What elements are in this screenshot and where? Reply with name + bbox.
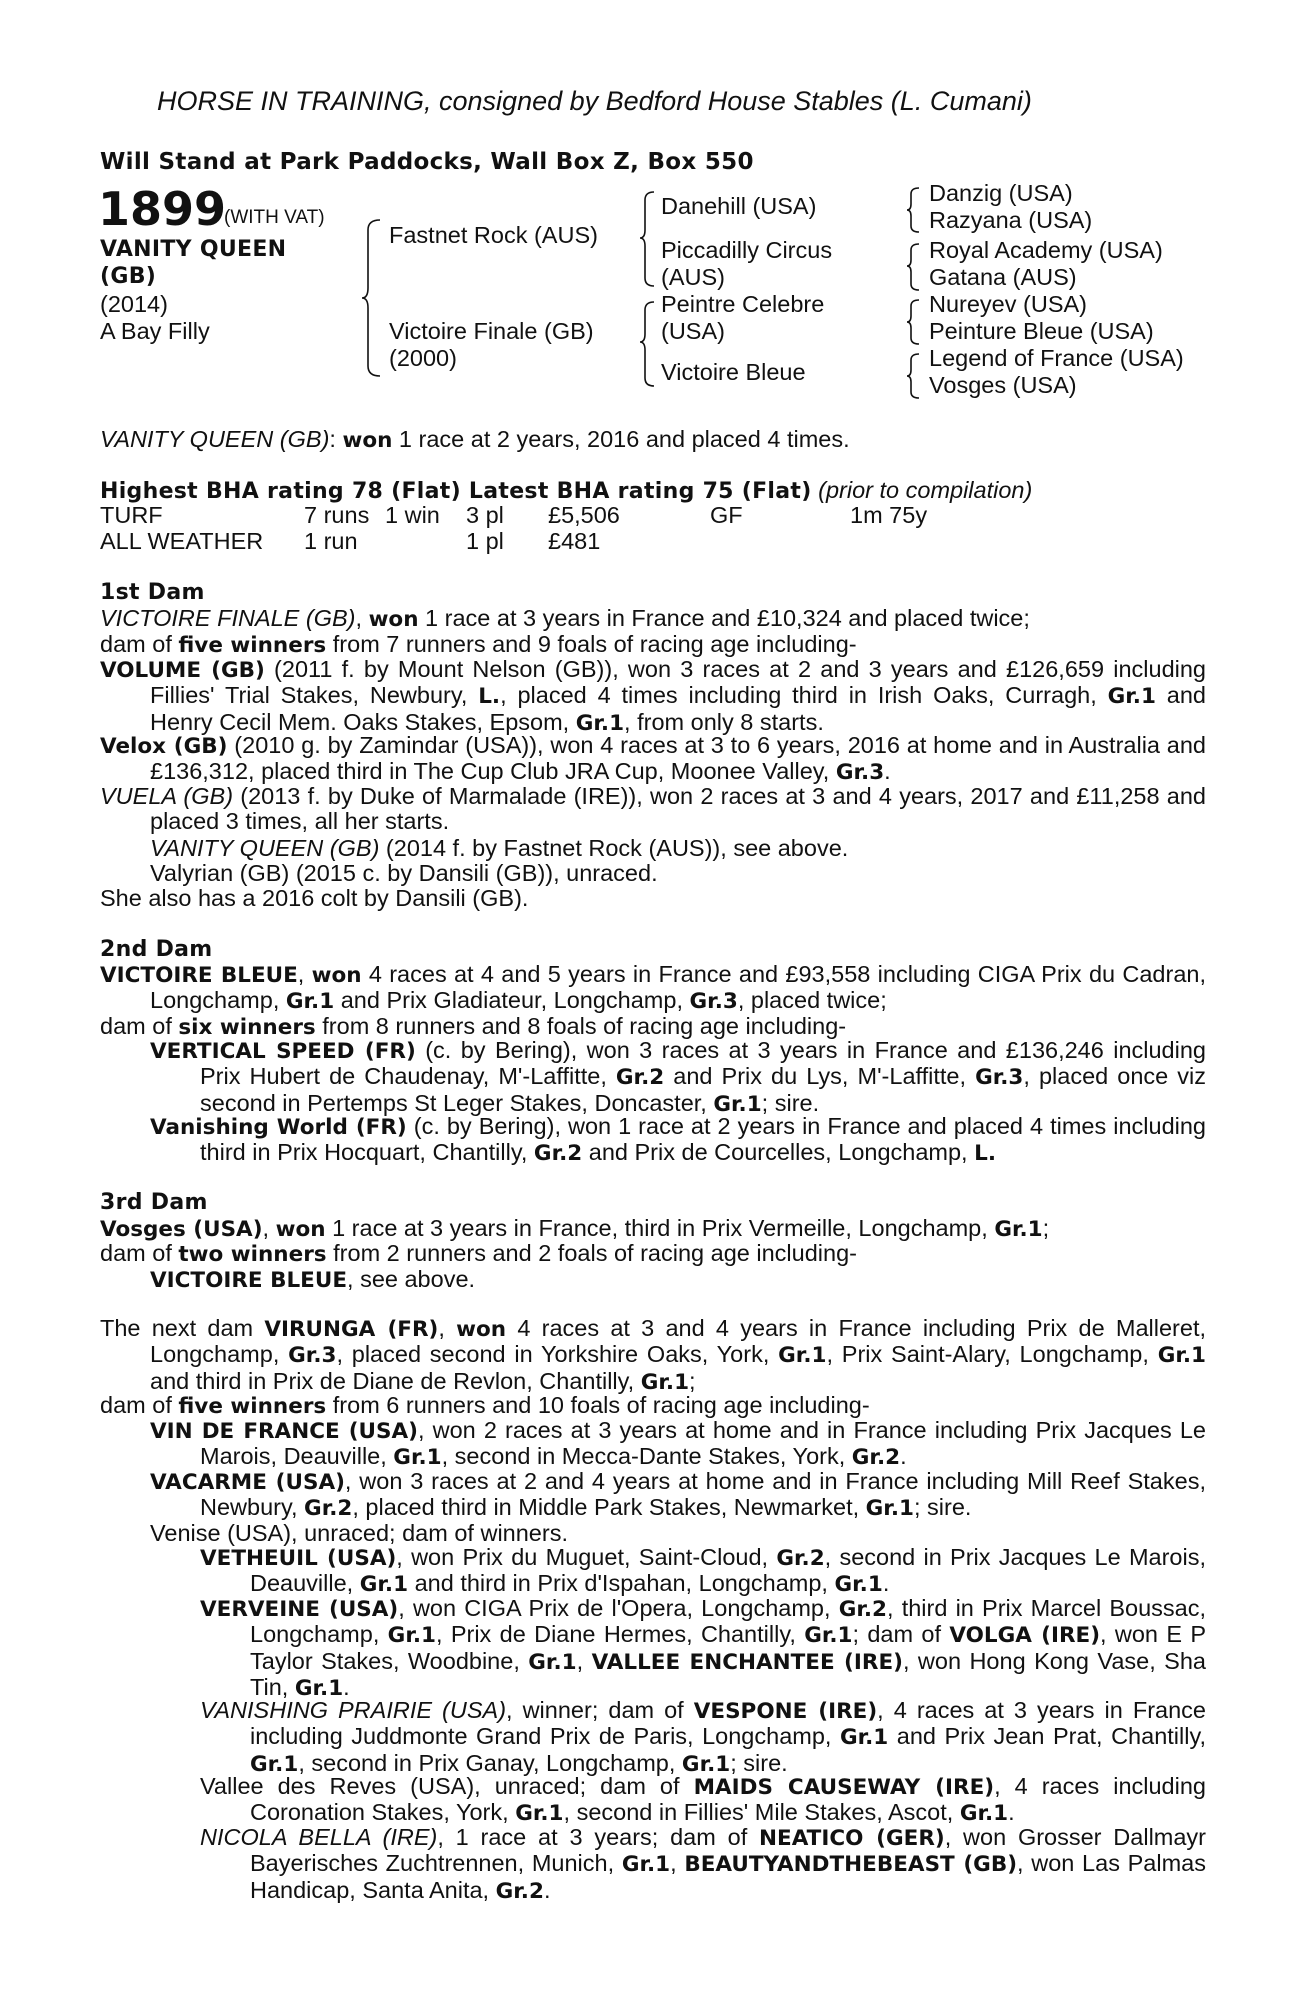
pedigree-brace-main	[362, 218, 382, 378]
pedigree-ddd: Vosges (USA)	[929, 372, 1077, 398]
pedigree-sds: Royal Academy (USA)	[929, 237, 1163, 263]
next-dam-vacarme: VACARME (USA), won 3 races at 2 and 4 years at home and in France including Mill Reef Stakes, Newbury, Gr.2, placed third in Middle Park Stakes, Newmarket, Gr.1; sire.	[150, 1468, 1206, 1522]
first-dam-heading: 1st Dam	[100, 580, 205, 605]
first-dam-line: VICTOIRE FINALE (GB), won 1 race at 3 years in France and £10,324 and placed twice;	[100, 605, 1030, 632]
pedigree-brace-dam	[640, 300, 656, 390]
pedigree-sss: Danzig (USA)	[929, 180, 1073, 206]
next-dam-produce: dam of five winners from 6 runners and 10 foals of racing age including-	[100, 1392, 870, 1419]
first-dam-produce: dam of five winners from 7 runners and 9 foals of racing age including-	[100, 631, 857, 658]
second-dam-produce: dam of six winners from 8 runners and 8 foals of racing age including-	[100, 1013, 847, 1040]
pedigree-brace-ss	[907, 186, 921, 236]
next-dam-venise: Venise (USA), unraced; dam of winners.	[150, 1520, 568, 1546]
horse-year: (2014)	[100, 291, 168, 317]
page-title: HORSE IN TRAINING, consigned by Bedford House Stables (L. Cumani)	[157, 86, 1032, 116]
second-dam-line: VICTOIRE BLEUE, won 4 races at 4 and 5 years in France and £93,558 including CIGA Prix du Cadran, Longchamp, Gr.1 and Prix Gladiateur, Longchamp, Gr.3, placed twice;	[100, 961, 1206, 1015]
pedigree-dam-sire-2: (USA)	[661, 318, 725, 344]
pedigree-brace-sd	[907, 242, 921, 294]
pedigree-sire-dam-2: (AUS)	[661, 264, 725, 290]
horse-country: (GB)	[100, 264, 157, 289]
catalogue-page: HORSE IN TRAINING, consigned by Bedford House Stables (L. Cumani) Will Stand at Park Paddocks, Wall Box Z, Box 550 1899 (WITH VAT) VANITY QUEEN (GB) (2014) A Bay Filly Fastnet Rock (AUS) Victoire Finale (GB) (2000) Danehill (USA) Piccadilly Circus (AUS) Peintre Celebre (USA) Victoire Bleue Danzig (USA) Razyana (USA) Royal Academy (USA) Gatana (AUS) Nureyev (USA) Peinture Bleue (USA) Legend of France (USA) Vosges (USA) VANITY QUEEN (GB): won 1 race at 2 years, 2016 and placed 4 times. Highest BHA rating 78 (Flat) Latest BHA rating 75 (Flat) (prior to compilation) TURF 7 runs 1 win 3 pl £5,506 GF 1m 75y ALL WEATHER 1 run 1 pl £481 1st Dam VICTOIRE FINALE (GB), won 1 race at 3 years in France and £10,324 and placed twice; dam of five winners from 7 runners and 9 foals of racing age including- VOLUME (GB) (2011 f. by Mount Nelson (GB)), won 3 races at 2 and 3 years and £126,659 including Fillies' Trial Stakes, Newbury, L., placed 4 times including third in Irish Oaks, Curragh, Gr.1 and Henry Cecil Mem. Oaks Stakes, Epsom, Gr.1, from only 8 starts. Velox (GB) (2010 g. by Zamindar (USA)), won 4 races at 3 to 6 years, 2016 at home and in Australia and £136,312, placed third in The Cup Club JRA Cup, Moonee Valley, Gr.3. VUELA (GB) (2013 f. by Duke of Marmalade (IRE)), won 2 races at 3 and 4 years, 2017 and £11,258 and placed 3 times, all her starts. VANITY QUEEN (GB) (2014 f. by Fastnet Rock (AUS)), see above. Valyrian (GB) (2015 c. by Dansili (GB)), unraced. She also has a 2016 colt by Dansili (GB). 2nd Dam VICTOIRE BLEUE, won 4 races at 4 and 5 years in France and £93,558 including CIGA Prix du Cadran, Longchamp, Gr.1 and Prix Gladiateur, Longchamp, Gr.3, placed twice; dam of six winners from 8 runners and 8 foals of racing age including- VERTICAL SPEED (FR) (c. by Bering), won 3 races at 3 years in France and £136,246 including Prix Hubert de Chaudenay, M'-Laffitte, Gr.2 and Prix du Lys, M'-Laffitte, Gr.3, placed once viz second in Pertemps St Leger Stakes, Doncaster, Gr.1; sire. Vanishing World (FR) (c. by Bering), won 1 race at 2 years in France and placed 4 times including third in Prix Hocquart, Chantilly, Gr.2 and Prix de Courcelles, Longchamp, L. 3rd Dam Vosges (USA), won 1 race at 3 years in France, third in Prix Vermeille, Longchamp, Gr.1; dam of two winners from 2 runners and 2 foals of racing age including- VICTOIRE BLEUE, see above. The next dam VIRUNGA (FR), won 4 races at 3 and 4 years in France including Prix de Malleret, Longchamp, Gr.3, placed second in Yorkshire Oaks, York, Gr.1, Prix Saint-Alary, Longchamp, Gr.1 and third in Prix de Diane de Revlon, Chantilly, Gr.1; dam of five winners from 6 runners and 10 foals of racing age including- VIN DE FRANCE (USA), won 2 races at 3 years at home and in France including Prix Jacques Le Marois, Deauville, Gr.1, second in Mecca-Dante Stakes, York, Gr.2. VACARME (USA), won 3 races at 2 and 4 years at home and in France including Mill Reef Stakes, Newbury, Gr.2, placed third in Middle Park Stakes, Newmarket, Gr.1; sire. Venise (USA), unraced; dam of winners. VETHEUIL (USA), won Prix du Muguet, Saint-Cloud, Gr.2, second in Prix Jacques Le Marois, Deauville, Gr.1 and third in Prix d'Ispahan, Longchamp, Gr.1. VERVEINE (USA), won CIGA Prix de l'Opera, Longchamp, Gr.2, third in Prix Marcel Boussac, Longchamp, Gr.1, Prix de Diane Hermes, Chantilly, Gr.1; dam of VOLGA (IRE), won E P Taylor Stakes, Woodbine, Gr.1, VALLEE ENCHANTEE (IRE), won Hong Kong Vase, Sha Tin, Gr.1. VANISHING PRAIRIE (USA), winner; dam of VESPONE (IRE), 4 races at 3 years in France including Juddmonte Grand Prix de Paris, Longchamp, Gr.1 and Prix Jean Prat, Chantilly, Gr.1, second in Prix Ganay, Longchamp, Gr.1; sire. Vallee des Reves (USA), unraced; dam of MAIDS CAUSEWAY (IRE), 4 races including Coronation Stakes, York, Gr.1, second in Fillies' Mile Stakes, Ascot, Gr.1. NICOLA BELLA (IRE), 1 race at 3 years; dam of NEATICO (GER), won Grosser Dallmayr Bayerisches Zuchtrennen, Munich, Gr.1, BEAUTYANDTHEBEAST (GB), won Las Palmas Handicap, Santa Anita, Gr.2.	[98, 86, 1207, 1904]
horse-description: A Bay Filly	[100, 318, 210, 344]
third-dam-produce: dam of two winners from 2 runners and 2 foals of racing age including-	[100, 1240, 857, 1267]
next-dam-verveine: VERVEINE (USA), won CIGA Prix de l'Opera, Longchamp, Gr.2, third in Prix Marcel Boussac, Longchamp, Gr.1, Prix de Diane Hermes, Chantilly, Gr.1; dam of VOLGA (IRE), won E P Taylor Stakes, Woodbine, Gr.1, VALLEE ENCHANTEE (IRE), won Hong Kong Vase, Sha Tin, Gr.1.	[200, 1595, 1206, 1702]
race-summary: VANITY QUEEN (GB): won 1 race at 2 years, 2016 and placed 4 times.	[100, 426, 850, 453]
pedigree-dam-dam: Victoire Bleue	[661, 359, 806, 385]
next-dam-line: The next dam VIRUNGA (FR), won 4 races at 3 and 4 years in France including Prix de Malleret, Longchamp, Gr.3, placed second in Yorkshire Oaks, York, Gr.1, Prix Saint-Alary, Longchamp, Gr.1 and third in Prix de Diane de Revlon, Chantilly, Gr.1;	[100, 1315, 1207, 1395]
lot-number: 1899	[98, 182, 227, 236]
bha-ratings: Highest BHA rating 78 (Flat) Latest BHA rating 75 (Flat) (prior to compilation)	[100, 477, 1033, 504]
third-dam-heading: 3rd Dam	[100, 1190, 208, 1215]
first-dam-vuela: VUELA (GB) (2013 f. by Duke of Marmalade (IRE)), won 2 races at 3 and 4 years, 2017 and £11,258 and placed 3 times, all her starts.	[100, 783, 1207, 835]
pedigree-ssd: Razyana (USA)	[929, 207, 1093, 233]
first-dam-volume: VOLUME (GB) (2011 f. by Mount Nelson (GB)), won 3 races at 2 and 3 years and £126,659 including Fillies' Trial Stakes, Newbury, L., placed 4 times including third in Irish Oaks, Curragh, Gr.1 and Henry Cecil Mem. Oaks Stakes, Epsom, Gr.1, from only 8 starts.	[100, 656, 1206, 736]
next-dam-vin-de-france: VIN DE FRANCE (USA), won 2 races at 3 years at home and in France including Prix Jacques Le Marois, Deauville, Gr.1, second in Mecca-Dante Stakes, York, Gr.2.	[150, 1417, 1206, 1471]
next-dam-vallee-des-reves: Vallee des Reves (USA), unraced; dam of MAIDS CAUSEWAY (IRE), 4 races including Coronation Stakes, York, Gr.1, second in Fillies' Mile Stakes, Ascot, Gr.1.	[200, 1773, 1206, 1827]
next-dam-nicola-bella: NICOLA BELLA (IRE), 1 race at 3 years; dam of NEATICO (GER), won Grosser Dallmayr Bayerisches Zuchtrennen, Munich, Gr.1, BEAUTYANDTHEBEAST (GB), won Las Palmas Handicap, Santa Anita, Gr.2.	[200, 1824, 1207, 1904]
pedigree-dsd: Peinture Bleue (USA)	[929, 318, 1154, 344]
pedigree-dss: Nureyev (USA)	[929, 291, 1088, 317]
third-dam-victoire-bleue: VICTOIRE BLEUE, see above.	[150, 1266, 476, 1293]
pedigree-sire: Fastnet Rock (AUS)	[389, 222, 598, 248]
vat-note: (WITH VAT)	[224, 207, 325, 228]
pedigree-brace-dd	[907, 352, 921, 402]
next-dam-vanishing-prairie: VANISHING PRAIRIE (USA), winner; dam of VESPONE (IRE), 4 races at 3 years in France including Juddmonte Grand Prix de Paris, Longchamp, Gr.1 and Prix Jean Prat, Chantilly, Gr.1, second in Prix Ganay, Longchamp, Gr.1; sire.	[200, 1697, 1206, 1777]
first-dam-valyrian: Valyrian (GB) (2015 c. by Dansili (GB)), unraced.	[150, 860, 658, 886]
stand-location: Will Stand at Park Paddocks, Wall Box Z, Box 550	[100, 149, 754, 175]
second-dam-vertical-speed: VERTICAL SPEED (FR) (c. by Bering), won 3 races at 3 years in France and £136,246 including Prix Hubert de Chaudenay, M'-Laffitte, Gr.2 and Prix du Lys, M'-Laffitte, Gr.3, placed once viz second in Pertemps St Leger Stakes, Doncaster, Gr.1; sire.	[150, 1037, 1206, 1117]
next-dam-vetheuil: VETHEUIL (USA), won Prix du Muguet, Saint-Cloud, Gr.2, second in Prix Jacques Le Marois, Deauville, Gr.1 and third in Prix d'Ispahan, Longchamp, Gr.1.	[200, 1544, 1206, 1598]
third-dam-line: Vosges (USA), won 1 race at 3 years in France, third in Prix Vermeille, Longchamp, Gr.1;	[100, 1215, 1050, 1242]
pedigree-dam-year: (2000)	[389, 345, 457, 371]
first-dam-vanity-queen: VANITY QUEEN (GB) (2014 f. by Fastnet Rock (AUS)), see above.	[150, 835, 849, 861]
pedigree-sire-dam-1: Piccadilly Circus	[661, 237, 833, 263]
first-dam-note: She also has a 2016 colt by Dansili (GB).	[100, 885, 529, 911]
horse-name: VANITY QUEEN	[100, 237, 287, 262]
pedigree-dam-sire-1: Peintre Celebre	[661, 291, 825, 317]
second-dam-vanishing-world: Vanishing World (FR) (c. by Bering), won 1 race at 2 years in France and placed 4 times including third in Prix Hocquart, Chantilly, Gr.2 and Prix de Courcelles, Longchamp, L.	[150, 1113, 1206, 1167]
pedigree-dds: Legend of France (USA)	[929, 345, 1184, 371]
pedigree-brace-ds	[907, 298, 921, 348]
second-dam-heading: 2nd Dam	[100, 937, 213, 962]
pedigree-sdd: Gatana (AUS)	[929, 264, 1077, 290]
first-dam-velox: Velox (GB) (2010 g. by Zamindar (USA)), won 4 races at 3 to 6 years, 2016 at home and in Australia and £136,312, placed third in The Cup Club JRA Cup, Moonee Valley, Gr.3.	[100, 732, 1206, 786]
pedigree-brace-sire	[640, 190, 656, 290]
pedigree-sire-sire: Danehill (USA)	[661, 193, 817, 219]
pedigree-dam: Victoire Finale (GB)	[389, 318, 594, 344]
